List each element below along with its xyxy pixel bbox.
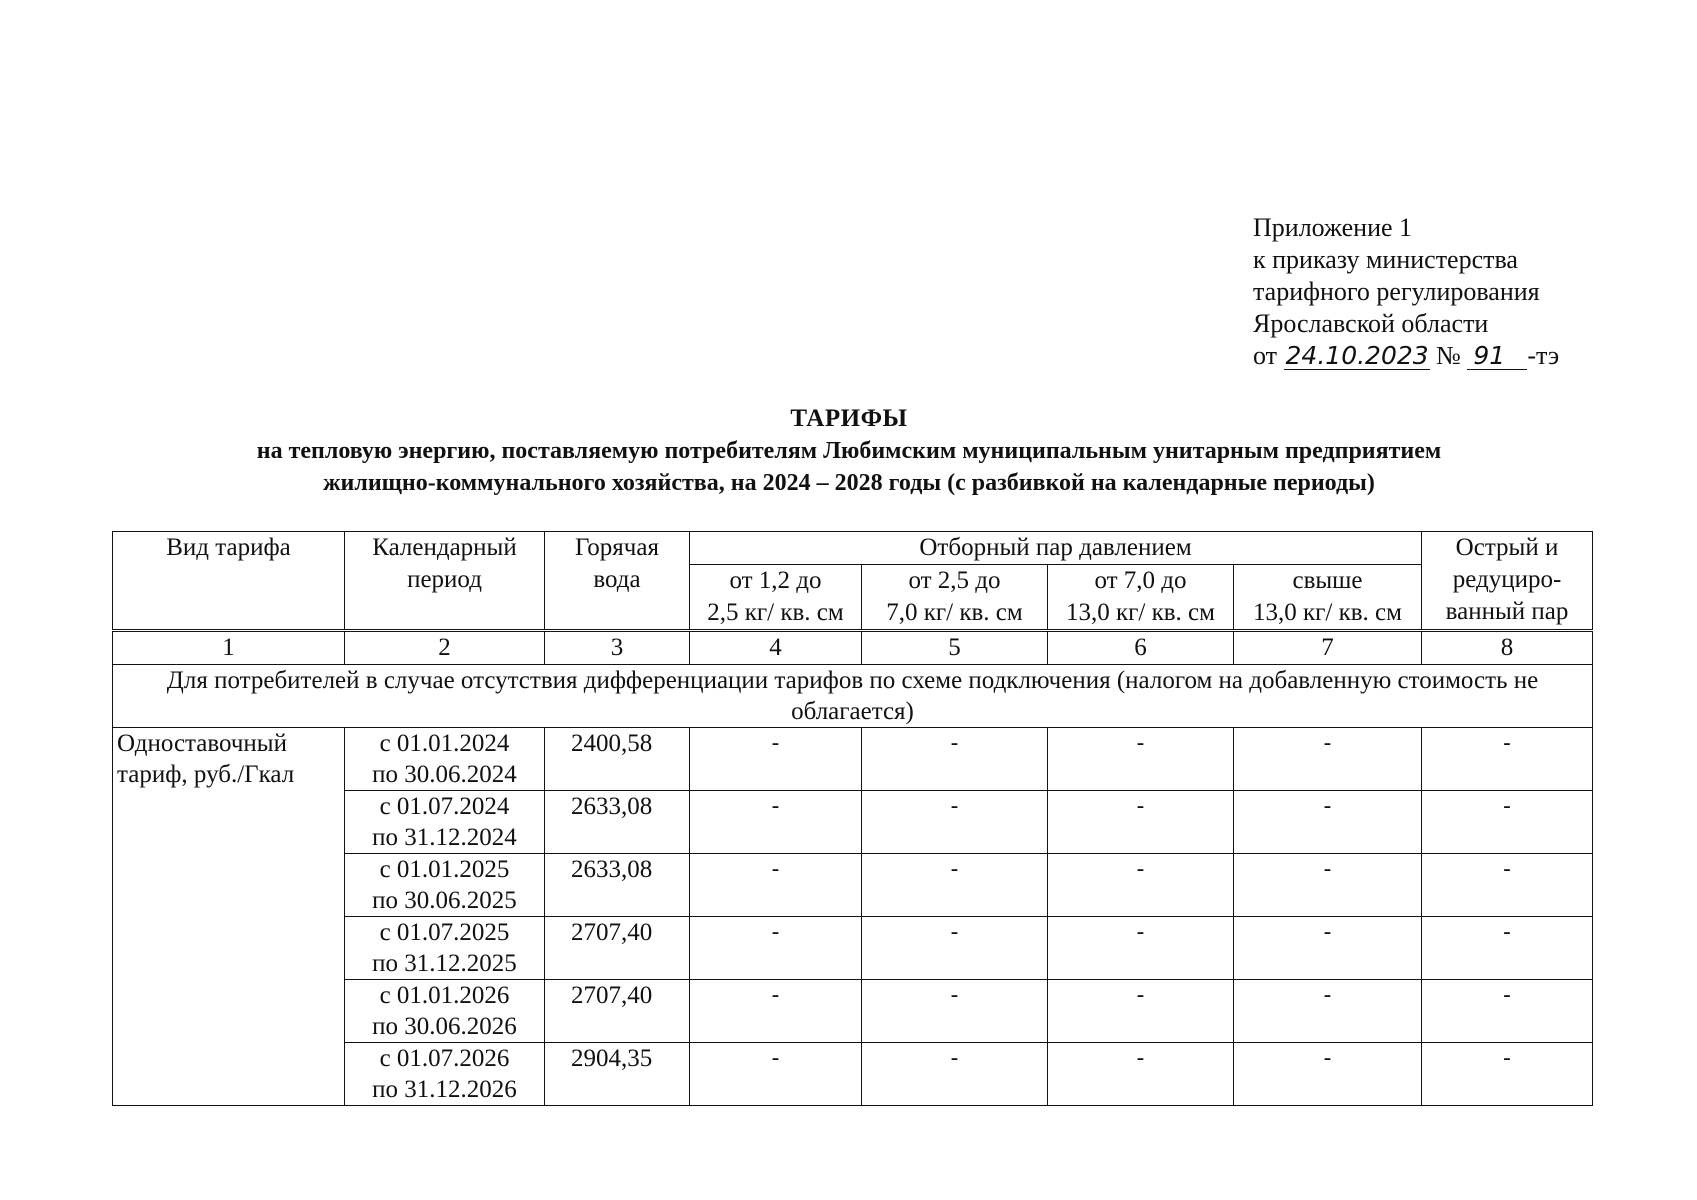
appendix-line-4: Ярославской области: [1253, 309, 1489, 338]
period-cell: с 01.01.2026 по 30.06.2026: [345, 980, 545, 1043]
title-line-3: жилищно-коммунального хозяйства, на 2024 – 2028 годы (с разбивкой на календарные периоды): [323, 470, 1375, 496]
value-cell: -: [862, 917, 1048, 980]
value-cell: -: [1234, 791, 1422, 854]
hot-water-value: 2904,35: [545, 1043, 690, 1106]
section-title: Для потребителей в случае отсутствия дифференциации тарифов по схеме подключения (налогом на добавленную стоимость не облагается): [113, 665, 1593, 728]
document-title: [112, 403, 1586, 499]
column-number: 8: [1422, 631, 1593, 665]
column-number-row: [113, 631, 1593, 665]
value-cell: -: [690, 854, 862, 917]
title-main: ТАРИФЫ: [790, 405, 908, 432]
value-cell: -: [690, 728, 862, 791]
tariff-name: Одноставочный тариф, руб./Гкал: [113, 728, 345, 1106]
value-cell: -: [862, 728, 1048, 791]
handwritten-date: 24.10.2023: [1285, 341, 1429, 370]
value-cell: -: [1048, 980, 1234, 1043]
header-pressure-3: от 7,0 до 13,0 кг/ кв. см: [1048, 565, 1234, 631]
header-pressure-2: от 2,5 до 7,0 кг/ кв. см: [862, 565, 1048, 631]
column-number: 4: [690, 631, 862, 665]
period-cell: с 01.07.2026 по 31.12.2026: [345, 1043, 545, 1106]
value-cell: -: [690, 917, 862, 980]
value-cell: -: [1234, 917, 1422, 980]
value-cell: -: [690, 980, 862, 1043]
column-number: 6: [1048, 631, 1234, 665]
header-steam-group: Отборный пар давлением: [690, 532, 1422, 565]
header-pressure-1: от 1,2 до 2,5 кг/ кв. см: [690, 565, 862, 631]
value-cell: -: [1422, 1043, 1593, 1106]
hot-water-value: 2707,40: [545, 917, 690, 980]
value-cell: -: [1048, 1043, 1234, 1106]
appendix-block: [1253, 212, 1559, 372]
header-tariff-type: Вид тарифа: [113, 532, 345, 631]
value-cell: -: [1048, 917, 1234, 980]
value-cell: -: [1048, 791, 1234, 854]
column-number: 3: [545, 631, 690, 665]
column-number: 1: [113, 631, 345, 665]
value-cell: -: [1422, 728, 1593, 791]
period-cell: с 01.01.2024 по 30.06.2024: [345, 728, 545, 791]
value-cell: -: [862, 791, 1048, 854]
appendix-line-2: к приказу министерства: [1253, 245, 1518, 274]
hot-water-value: 2633,08: [545, 854, 690, 917]
header-pressure-4: свыше 13,0 кг/ кв. см: [1234, 565, 1422, 631]
value-cell: -: [1234, 1043, 1422, 1106]
from-label: от: [1253, 341, 1278, 370]
column-number: 7: [1234, 631, 1422, 665]
value-cell: -: [862, 980, 1048, 1043]
value-cell: -: [1234, 728, 1422, 791]
value-cell: -: [1422, 980, 1593, 1043]
column-number: 2: [345, 631, 545, 665]
title-line-2: на тепловую энергию, поставляемую потребителям Любимским муниципальным унитарным предприятием: [256, 438, 1442, 464]
value-cell: -: [1422, 791, 1593, 854]
appendix-line-3: тарифного регулирования: [1253, 277, 1540, 306]
table-row: [113, 728, 1593, 791]
header-row-1: [113, 532, 1593, 565]
column-number: 5: [862, 631, 1048, 665]
hot-water-value: 2633,08: [545, 791, 690, 854]
header-period: Календарный период: [345, 532, 545, 631]
value-cell: -: [862, 854, 1048, 917]
value-cell: -: [690, 791, 862, 854]
section-row: [113, 665, 1593, 728]
hot-water-value: 2400,58: [545, 728, 690, 791]
value-cell: -: [1048, 854, 1234, 917]
value-cell: -: [1048, 728, 1234, 791]
header-hot-water: Горячая вода: [545, 532, 690, 631]
value-cell: -: [862, 1043, 1048, 1106]
period-cell: с 01.07.2024 по 31.12.2024: [345, 791, 545, 854]
period-cell: с 01.01.2025 по 30.06.2025: [345, 854, 545, 917]
period-cell: с 01.07.2025 по 31.12.2025: [345, 917, 545, 980]
order-suffix: -тэ: [1527, 341, 1560, 370]
appendix-order-line: [1253, 340, 1559, 372]
appendix-line-1: Приложение 1: [1253, 213, 1413, 242]
value-cell: -: [1422, 917, 1593, 980]
value-cell: -: [1422, 854, 1593, 917]
number-label: №: [1436, 341, 1461, 370]
hot-water-value: 2707,40: [545, 980, 690, 1043]
tariff-table: [112, 531, 1593, 1106]
handwritten-number: 91: [1467, 343, 1527, 370]
value-cell: -: [1234, 980, 1422, 1043]
value-cell: -: [1234, 854, 1422, 917]
header-sharp-steam: Острый и редуциро- ванный пар: [1422, 532, 1593, 631]
value-cell: -: [690, 1043, 862, 1106]
